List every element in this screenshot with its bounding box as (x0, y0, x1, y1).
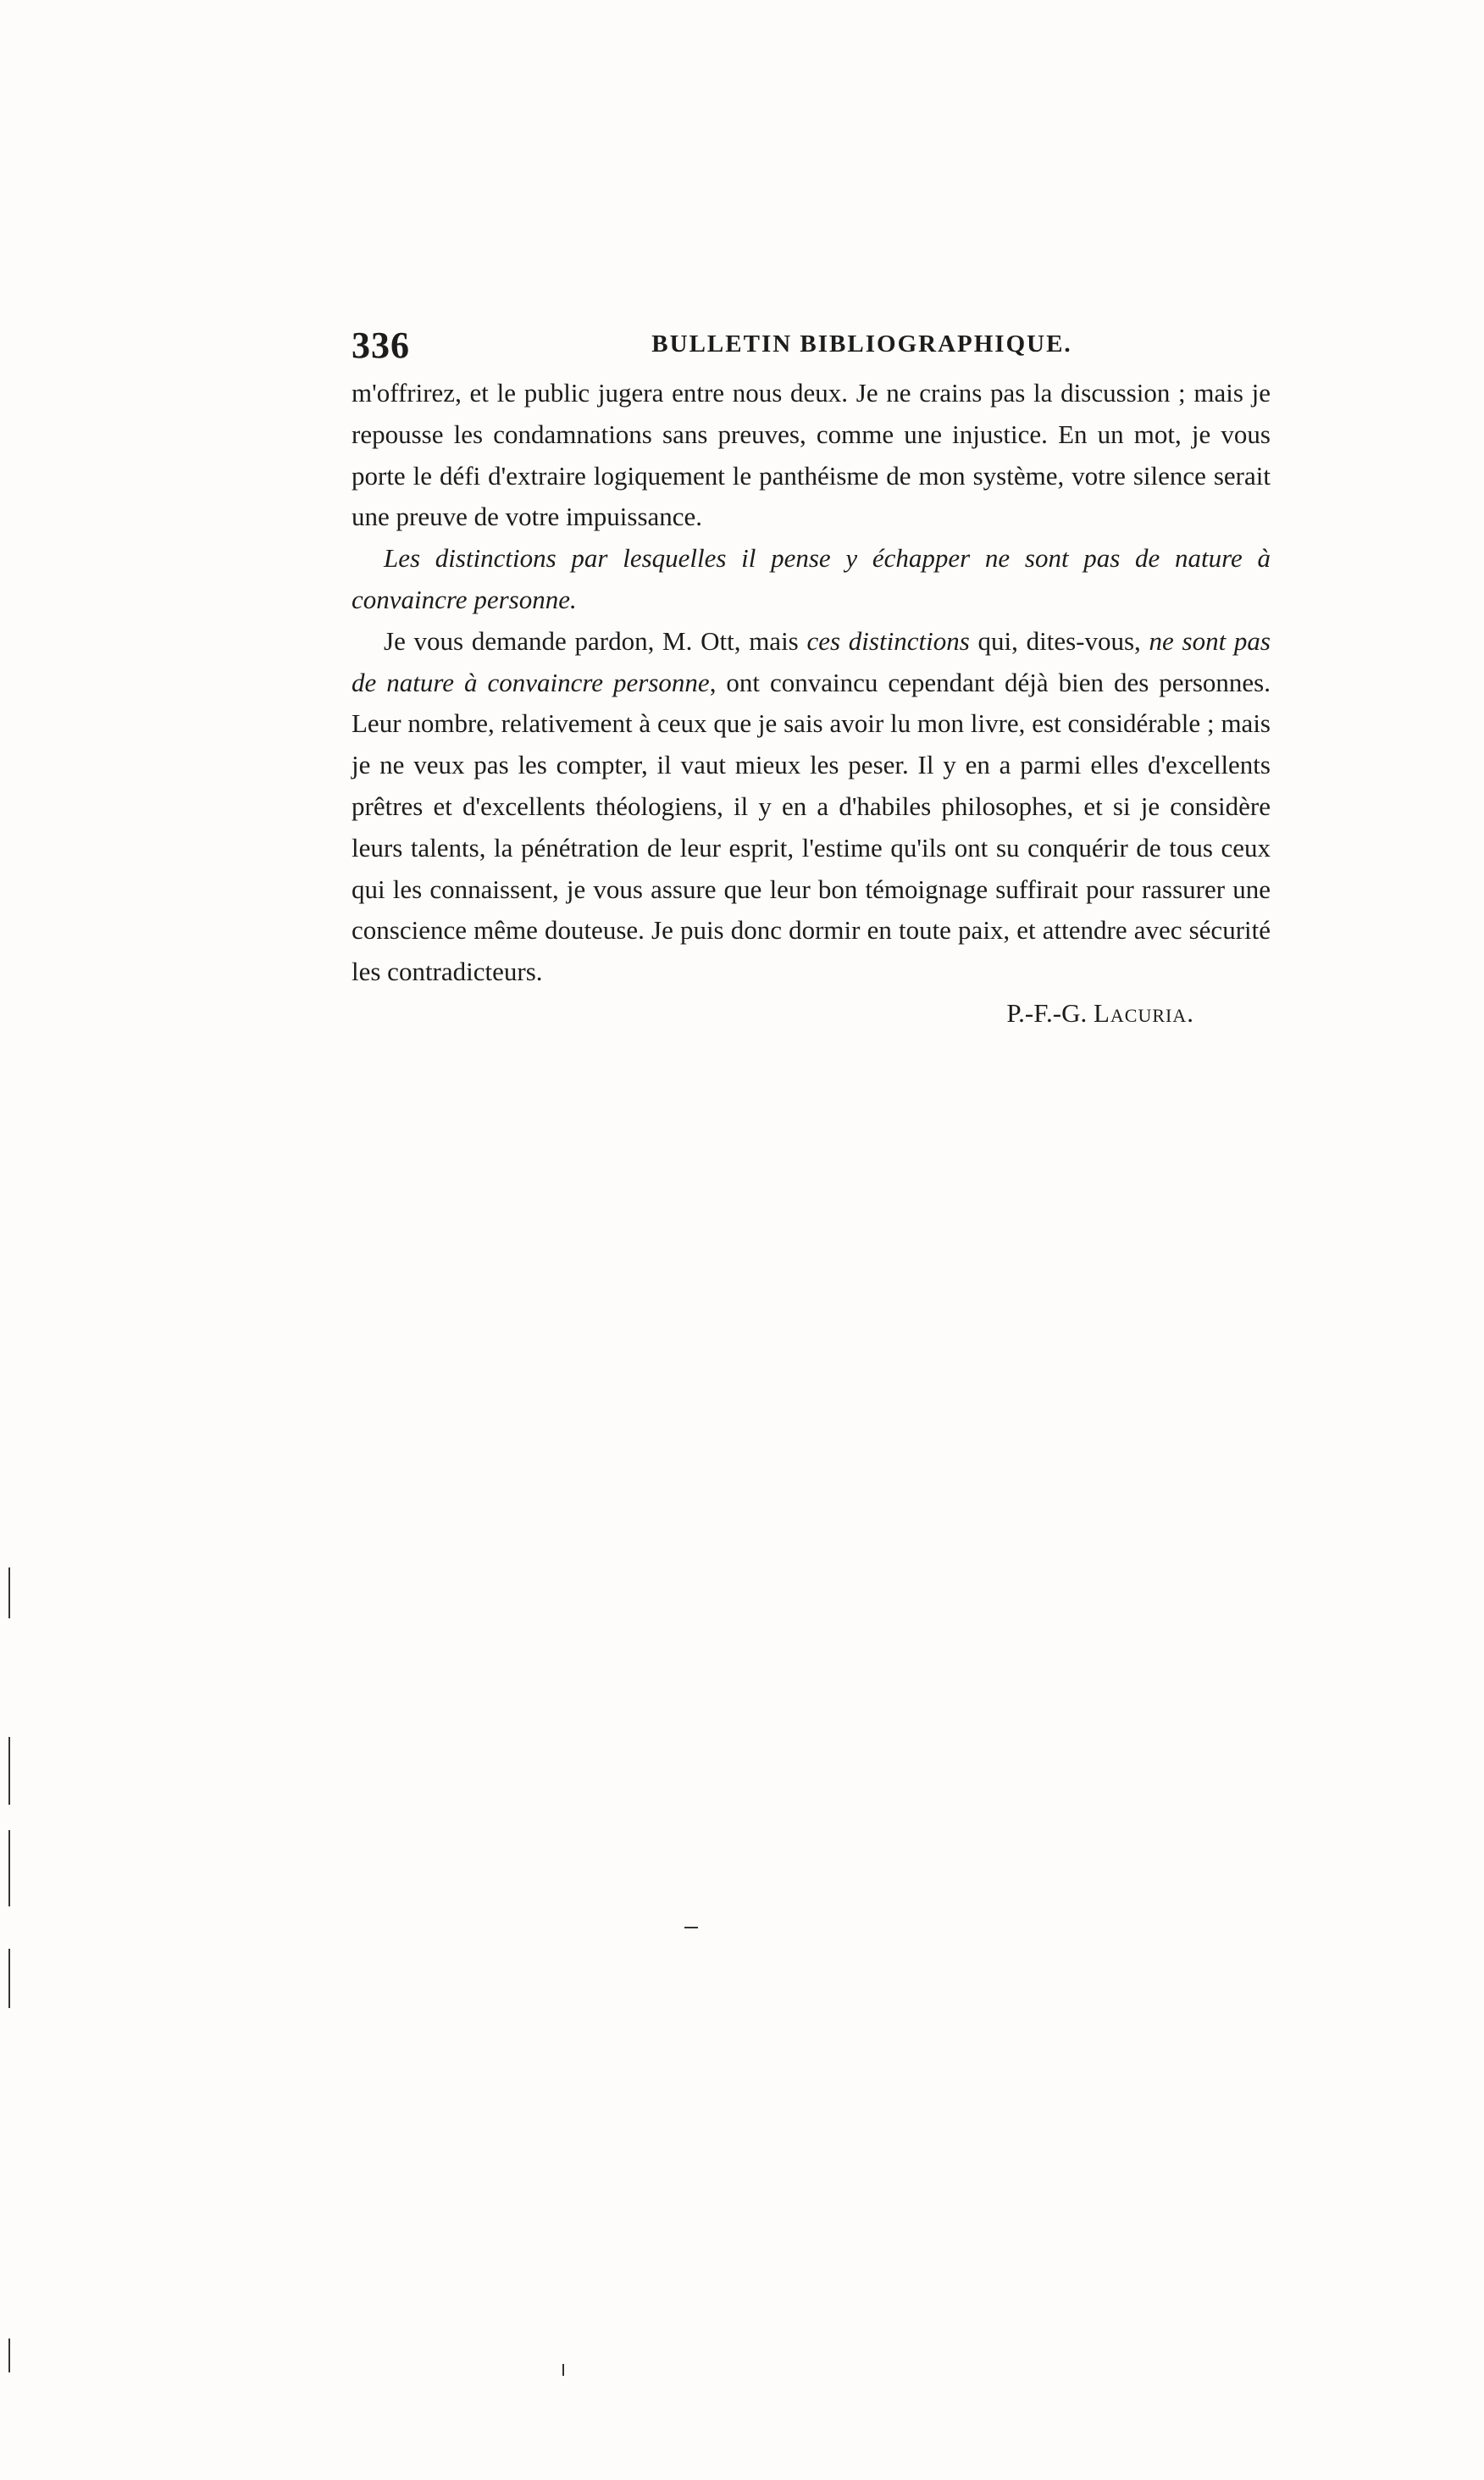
signature-surname: Lacuria. (1093, 997, 1194, 1028)
reply-text-a: Je vous demande pardon, M. Ott, mais (384, 625, 807, 656)
scan-mark (684, 1927, 698, 1928)
reply-quote-b: ne sont pas de nature à convaincre personne (352, 625, 1271, 697)
quoted-objection: Les distinctions par lesquelles il pense y échapper ne sont pas de nature à convaincre personne. (352, 543, 1271, 614)
scan-mark (8, 1737, 10, 1805)
reply-text-c: qui, dites-vous, (969, 625, 1149, 656)
page-number: 336 (352, 325, 410, 366)
scan-mark (8, 1830, 10, 1906)
scan-mark (562, 2364, 564, 2376)
running-title: BULLETIN BIBLIOGRAPHIQUE. (651, 330, 1072, 358)
reply-quote-a: ces distinctions (806, 625, 970, 656)
reply-text-e: , ont convaincu cependant déjà bien des personnes. Leur nombre, relativement à ceux que je sais avoir lu mon livre, est considérable ; mais je ne veux pas les compter, il vaut mieux les peser. Il y en a parmi elles d'excellents prêtres et d'excellents théologiens, il y en a d'habiles philosophes, et si je considère leurs talents, la pénétration de leur esprit, l'estime qu'ils ont su conquérir de tous ceux qui les connaissent, je vous assure que leur bon témoignage suffirait pour rassurer une conscience même douteuse. Je puis donc dormir en toute paix, et attendre avec sécurité les contradicteurs. (352, 667, 1271, 987)
scan-mark (8, 1567, 10, 1618)
paragraph-continuation: m'offrirez, et le public jugera entre nous deux. Je ne crains pas la discussion ; mais je repousse les condamnations sans preuves, comme une injustice. En un mot, je vous porte le défi d'extraire logiquement le panthéisme de mon système, votre silence serait une preuve de votre impuissance. (352, 378, 1271, 532)
signature-initials: P.-F.-G. (1006, 997, 1088, 1028)
scan-mark (8, 1949, 10, 2008)
paragraph-reply (352, 621, 1271, 993)
signature (352, 993, 1271, 1035)
scan-mark (8, 2339, 10, 2372)
body-text (352, 373, 1271, 1035)
page-header (352, 324, 1271, 374)
